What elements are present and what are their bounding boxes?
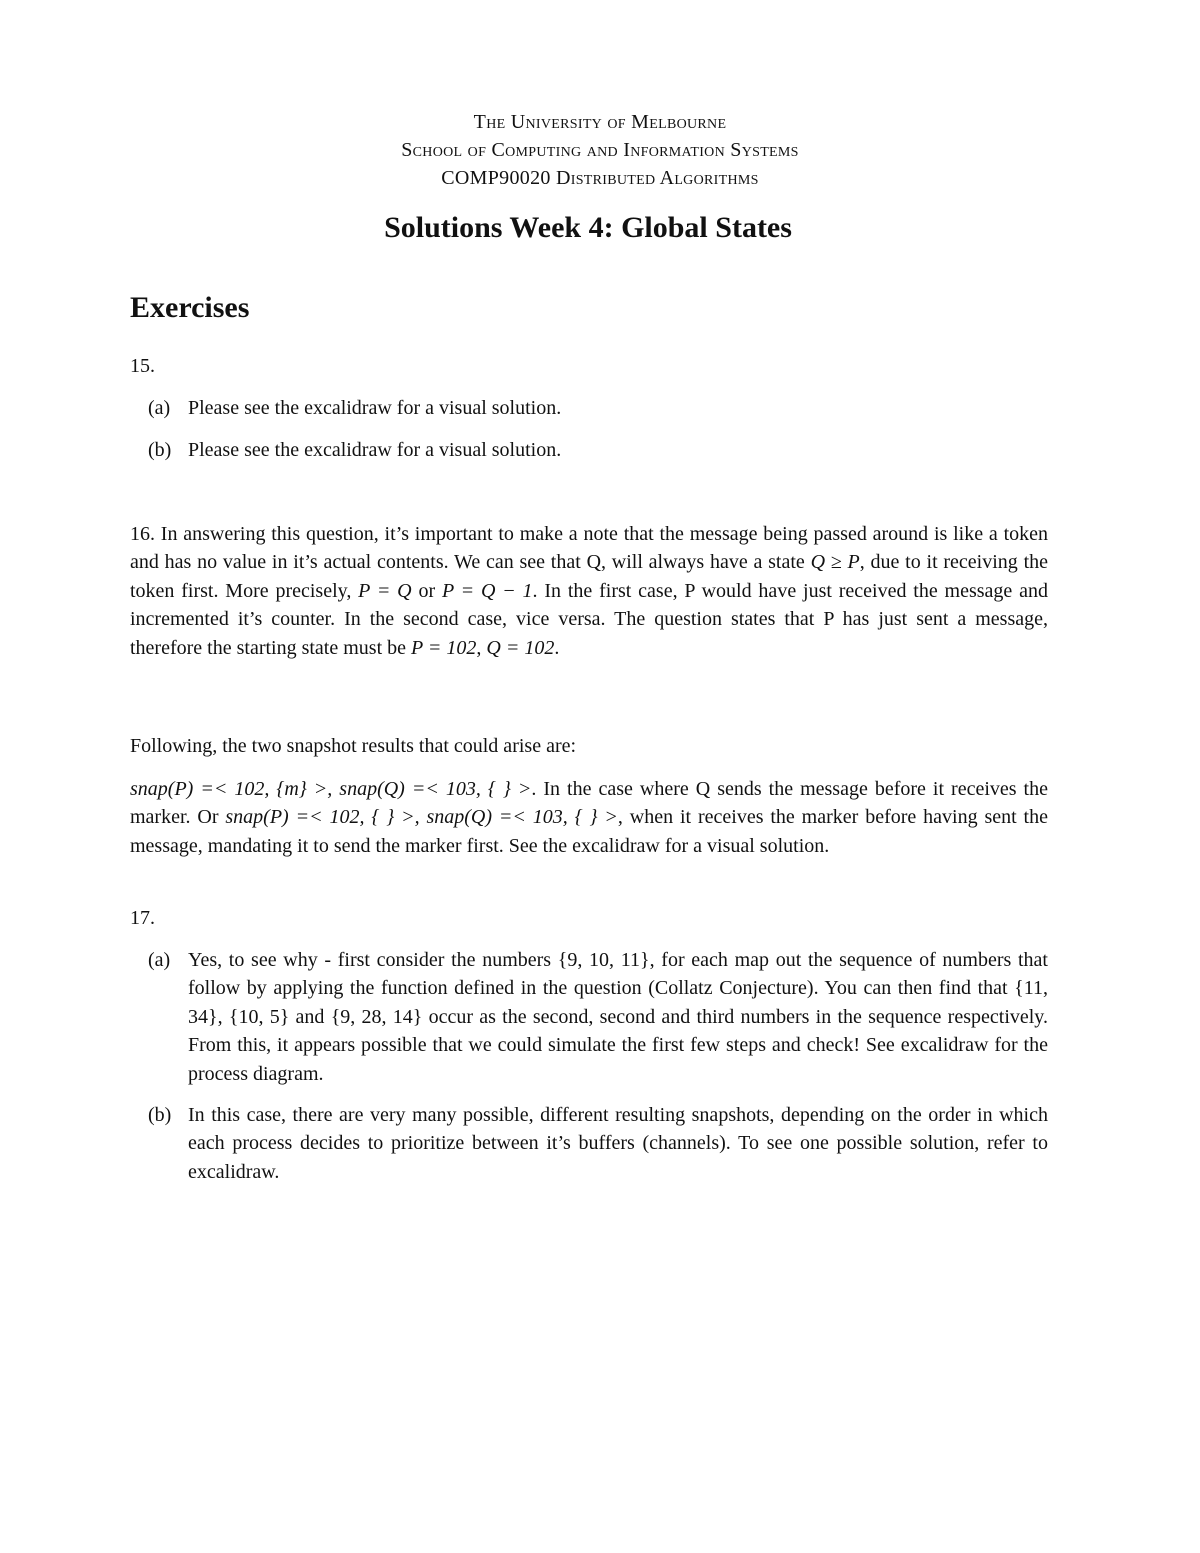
school-name: School of Computing and Information Systems <box>401 139 799 161</box>
q16-math-1: Q ≥ P <box>810 551 860 574</box>
question-16-snapshots <box>130 775 1048 860</box>
question-17a-text <box>188 946 1048 1088</box>
question-17b <box>148 1101 1048 1186</box>
q16-text-2: , due to it receiving the token first. More precisely, <box>130 551 1049 602</box>
q16-text-6: . <box>554 636 560 659</box>
q16-math-3: P = Q − 1 <box>441 579 533 602</box>
q17a-text-1: Yes, to see why - first consider the numbers <box>188 949 558 971</box>
university-name: The University of Melbourne <box>473 111 727 133</box>
question-15a-label: (a) <box>148 397 171 419</box>
question-17-number: 17. <box>130 907 155 929</box>
q17a-text-2: , for each map out the sequence of numbers that follow by applying the function defined in the question (Collatz Conjecture). You can then find that <box>188 949 1048 1000</box>
q17a-set-3: {10, 5} <box>228 1005 290 1028</box>
q16-text-5: , <box>476 636 487 659</box>
q16-text-1: 16. In answering this question, it’s important to make a note that the message being passed around is like a token and has no value in it’s actual contents. We can see that Q, will always have a state <box>130 523 1048 574</box>
q16-math-5: Q = 102 <box>486 636 555 659</box>
question-16-paragraph <box>130 520 1048 662</box>
question-15b <box>148 436 1048 464</box>
q17a-set-1: {9, 10, 11} <box>557 949 650 971</box>
question-17a-label: (a) <box>148 949 171 971</box>
course-name: COMP90020 Distributed Algorithms <box>441 167 759 189</box>
q16-math-4: P = 102 <box>411 636 477 659</box>
question-15b-label: (b) <box>148 439 172 461</box>
snapshot-text-1: . In the case where Q sends the message before it receives the marker. Or <box>130 778 1048 829</box>
question-17b-text: In this case, there are very many possible, different resulting snapshots, depending on the order in which each process decides to prioritize between it’s buffers (channels). To see one possible solution, refer to excalidraw. <box>188 1104 1048 1183</box>
snapshot-result-2: snap(P) =< 102, { } >, snap(Q) =< 103, { } > <box>225 806 618 829</box>
question-15-number: 15. <box>130 355 155 377</box>
q17a-text-3: , <box>217 1005 229 1028</box>
q17a-set-2: {11, 34} <box>188 977 1048 1028</box>
q16-text-3: or <box>411 579 442 602</box>
snapshot-result-1: snap(P) =< 102, {m} >, snap(Q) =< 103, { } > <box>130 778 532 800</box>
q17a-text-5: occur as the second, second and third numbers in the sequence respectively. From this, it appears possible that we could simulate the first few steps and check! See excalidraw for the process diagram. <box>188 1005 1049 1085</box>
q17a-text-4: and <box>289 1005 331 1028</box>
q16-text-4: . In the first case, P would have just received the message and incremented it’s counter. In the second case, vice versa. The question states that P has just sent a message, therefore the starting state must be <box>130 579 1049 659</box>
question-17b-label: (b) <box>148 1104 172 1126</box>
question-16-following: Following, the two snapshot results that could arise are: <box>130 735 577 757</box>
page-title: Solutions Week 4: Global States <box>384 211 792 244</box>
question-15a <box>148 394 1048 422</box>
q17a-set-4: {9, 28, 14} <box>330 1005 423 1028</box>
question-15b-text: Please see the excalidraw for a visual solution. <box>188 439 562 461</box>
question-15a-text: Please see the excalidraw for a visual solution. <box>188 397 562 419</box>
section-heading: Exercises <box>130 291 250 324</box>
q16-math-2: P = Q <box>358 579 412 602</box>
snapshot-text-2: , when it receives the marker before having sent the message, mandating it to send the marker first. See the excalidraw for a visual solution. <box>130 806 1048 857</box>
question-17a <box>148 946 1048 1088</box>
